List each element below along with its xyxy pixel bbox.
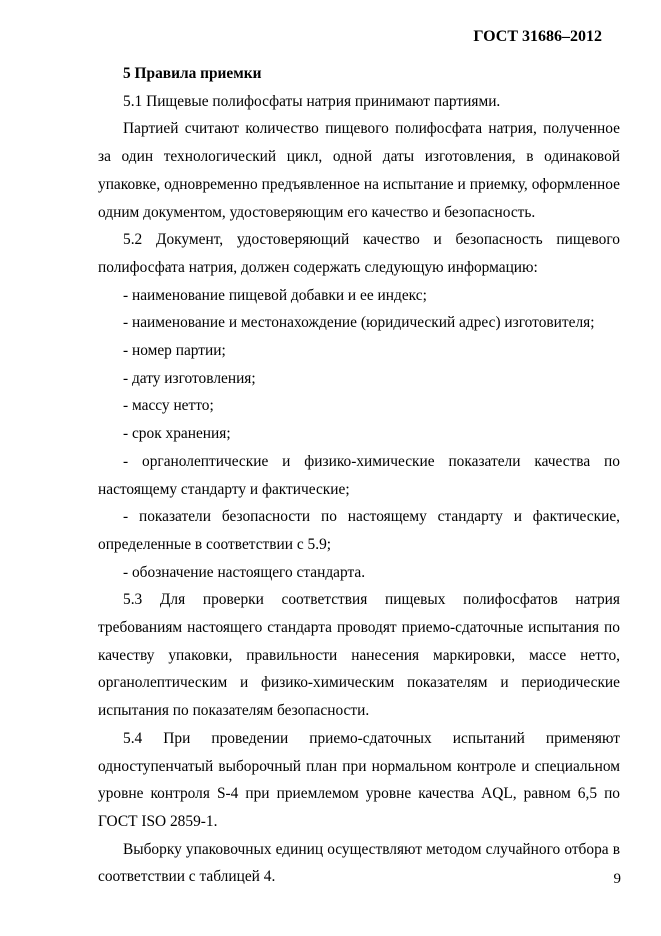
document-header: ГОСТ 31686–2012 [473,28,602,45]
section-title: 5 Правила приемки [123,65,262,82]
paragraph-5-3: 5.3 Для проверки соответствия пищевых полифосфатов натрия требованиям настоящего стандарта проводят приемо-сдаточные испытания по качеству упаковки, правильности нанесения маркировки, массе нетто, органолептическим и физико-химическим показателям и периодические испытания по показателям безопасности. [98,591,620,720]
list-item: - срок хранения; [123,425,231,443]
list-item: - дату изготовления; [123,369,256,387]
list-item: - показатели безопасности по настоящему стандарту и фактические, определенные в соответствии с 5.9; [98,508,620,553]
page-content [98,60,620,891]
page-number: 9 [613,871,621,887]
paragraph-5-1: 5.1 Пищевые полифосфаты натрия принимают партиями. [123,92,501,110]
paragraph-5-2: 5.2 Документ, удостоверяющий качество и безопасность пищевого полифосфата натрия, должен содержать следующую информацию: [98,231,620,276]
list-item: - наименование пищевой добавки и ее индекс; [123,286,427,304]
list-item: - наименование и местонахождение (юридический адрес) изготовителя; [123,314,595,332]
list-item: - массу нетто; [123,397,214,415]
list-item: - номер партии; [123,342,226,360]
paragraph-5-4: 5.4 При проведении приемо-сдаточных испытаний применяют одноступенчатый выборочный план при нормальном контроле и специальном уровне контроля S-4 при приемлемом уровне качества AQL, равном 6,5 по ГОСТ ISO 2859-1. [98,729,620,830]
list-item: - органолептические и физико-химические показатели качества по настоящему стандарту и фактические; [98,452,620,498]
paragraph-sampling: Выборку упаковочных единиц осуществляют методом случайного отбора в соответствии с таблицей 4. [98,840,620,886]
list-item: - обозначение настоящего стандарта. [123,563,366,581]
paragraph-batch-definition: Партией считают количество пищевого полифосфата натрия, полученное за один технологический цикл, одной даты изготовления, в одинаковой упаковке, одновременно предъявленное на испытание и приемку, оформленное одним документом, удостоверяющим его качество и безопасность. [98,120,620,221]
